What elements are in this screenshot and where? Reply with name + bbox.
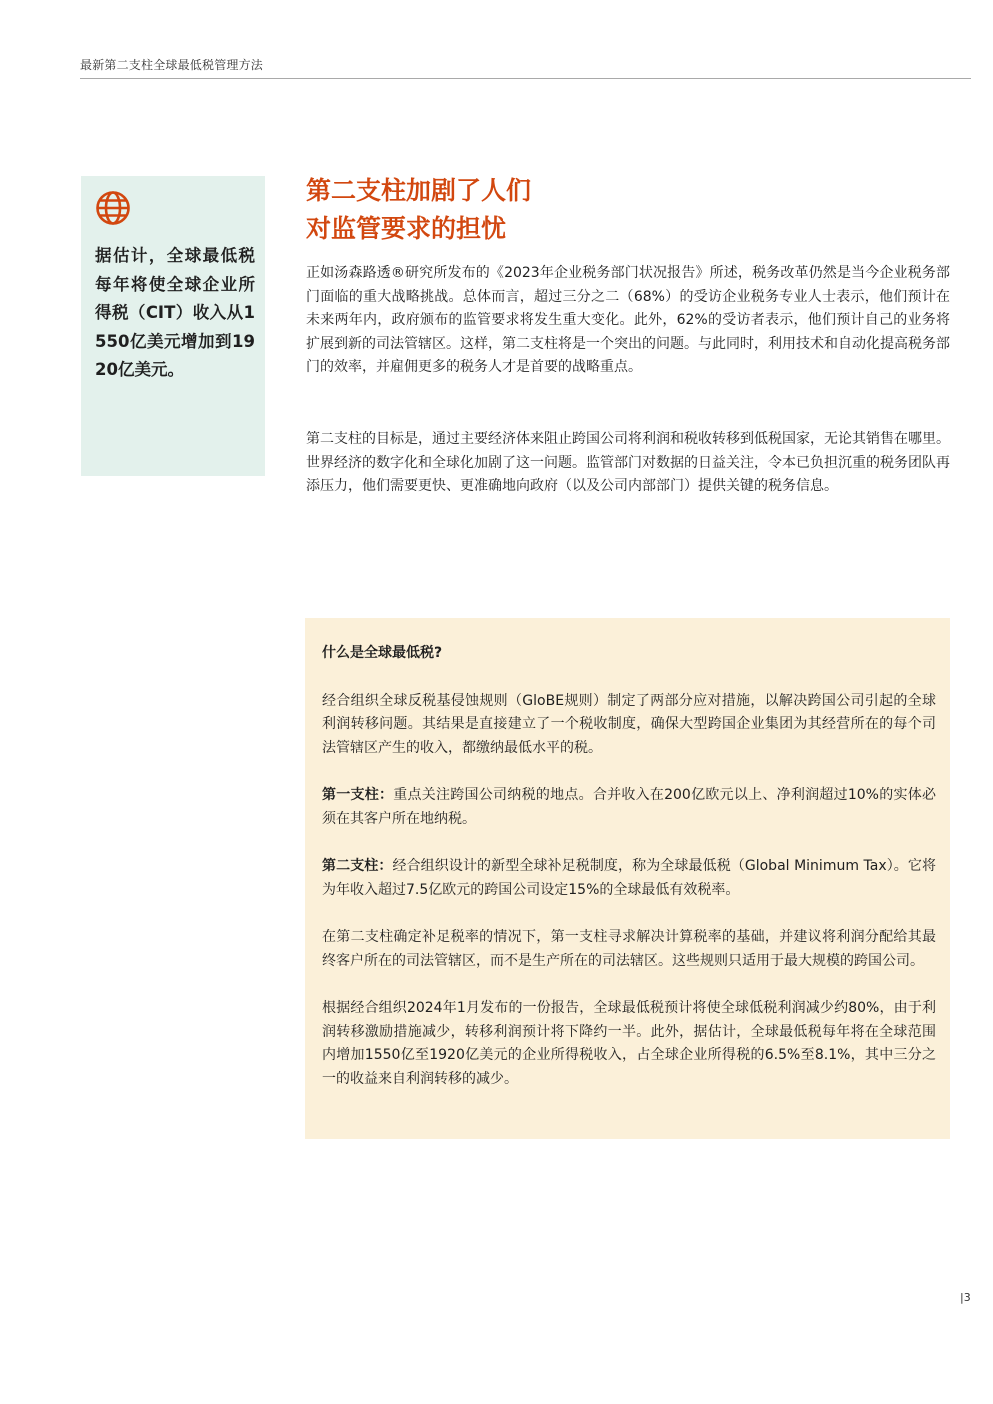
page-number: |3	[960, 1291, 971, 1304]
info-box-paragraph-pillar-two	[322, 855, 936, 902]
info-box	[305, 618, 950, 1139]
info-box-paragraph-pillar-relationship: 在第二支柱确定补足税率的情况下，第一支柱寻求解决计算税率的基础，并建议将利润分配给其最终客户所在的司法管辖区，而不是生产所在的司法辖区。这些规则只适用于最大规模的跨国公司。	[322, 929, 936, 969]
pillar-two-label: 第二支柱：	[322, 858, 393, 874]
info-box-paragraph-oecd-report: 根据经合组织2024年1月发布的一份报告，全球最低税预计将使全球低税利润减少约80%，由于利润转移激励措施减少，转移利润预计将下降约一半。此外，据估计，全球最低税每年将在全球范围内增加1550亿至1920亿美元的企业所得税收入，占全球企业所得税的6.5%至8.1%，其中三分之一的收益来自利润转移的减少。	[322, 1000, 936, 1087]
info-box-paragraph-globe-rules: 经合组织全球反税基侵蚀规则（GloBE规则）制定了两部分应对措施，以解决跨国公司引起的全球利润转移问题。其结果是直接建立了一个税收制度，确保大型跨国企业集团为其经营所在的每个司法管辖区产生的收入，都缴纳最低水平的税。	[322, 692, 936, 756]
pillar-two-text: 经合组织设计的新型全球补足税制度，称为全球最低税（Global Minimum Tax）。它将为年收入超过7.5亿欧元的跨国公司设定15%的全球最低有效税率。	[322, 858, 936, 898]
body-paragraph-1: 正如汤森路透®研究所发布的《2023年企业税务部门状况报告》所述，税务改革仍然是当今企业税务部门面临的重大战略挑战。总体而言，超过三分之二（68%）的受访企业税务专业人士表示，他们预计在未来两年内，政府颁布的监管要求将发生重大变化。此外，62%的受访者表示，他们预计自己的业务将扩展到新的司法管辖区。这样，第二支柱将是一个突出的问题。与此同时，利用技术和自动化提高税务部门的效率，并雇佣更多的税务人才是首要的战略重点。	[306, 265, 950, 375]
info-box-paragraph-pillar-one	[322, 784, 936, 831]
pillar-one-text: 重点关注跨国公司纳税的地点。合并收入在200亿欧元以上、净利润超过10%的实体必须在其客户所在地纳税。	[322, 787, 937, 827]
page-title	[306, 172, 726, 248]
info-box-title: 什么是全球最低税?	[322, 645, 443, 661]
page-title-line-2: 对监管要求的担忧	[306, 214, 507, 243]
sidebar-callout	[81, 176, 265, 476]
pillar-one-label: 第一支柱：	[322, 787, 394, 803]
running-header: 最新第二支柱全球最低税管理方法	[80, 58, 264, 72]
sidebar-callout-text: 据估计，全球最低税每年将使全球企业所得税（CIT）收入从1550亿美元增加到1920亿美元。	[95, 246, 255, 379]
globe-icon	[95, 190, 131, 226]
page-title-line-1: 第二支柱加剧了人们	[306, 176, 532, 205]
body-paragraph-2: 第二支柱的目标是，通过主要经济体来阻止跨国公司将利润和税收转移到低税国家，无论其销售在哪里。世界经济的数字化和全球化加剧了这一问题。监管部门对数据的日益关注，令本已负担沉重的税务团队再添压力，他们需要更快、更准确地向政府（以及公司内部部门）提供关键的税务信息。	[306, 431, 950, 494]
header-divider	[80, 78, 971, 79]
